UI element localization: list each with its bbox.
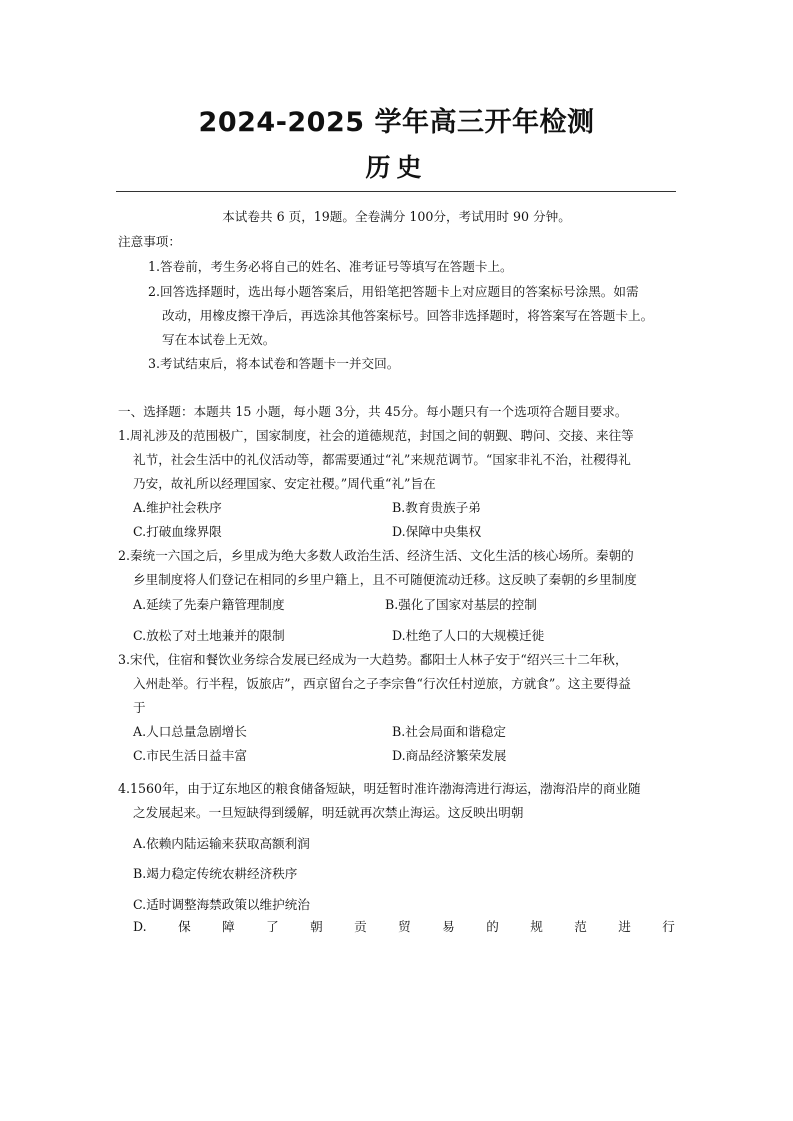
q2-stem-line-1: 2.秦统一六国之后，乡里成为绝大多数人政治生活、经济生活、文化生活的核心场所。秦朝的	[118, 548, 634, 563]
q3-option-d: D.商品经济繁荣发展	[392, 748, 507, 763]
notice-item-1: 1.答卷前，考生务必将自己的姓名、准考证号等填写在答题卡上。	[148, 259, 513, 274]
notice-item-3: 3.考试结束后，将本试卷和答题卡一并交回。	[148, 356, 400, 371]
notice-heading: 注意事项：	[118, 234, 181, 249]
q4-stem-line-1: 4.1560年，由于辽东地区的粮食储备短缺，明廷暂时准许渤海湾进行海运，渤海沿岸的商业随	[118, 781, 641, 796]
q1-stem-line-1: 1.周礼涉及的范围极广，国家制度，社会的道德规范，封国之间的朝觐、聘问、交接、来往等	[118, 428, 634, 443]
q3-option-c: C.市民生活日益丰富	[133, 748, 247, 763]
q3-option-a: A.人口总量急剧增长	[133, 724, 247, 739]
notice-item-2-line-3: 写在本试卷上无效。	[162, 332, 276, 347]
q4-option-d-char: 保	[178, 919, 191, 934]
q3-stem-line-1: 3.宋代，住宿和餐饮业务综合发展已经成为一大趋势。鄱阳士人林子安于“绍兴三十二年秋，	[118, 652, 628, 667]
q1-option-b: B.教育贵族子弟	[392, 500, 481, 515]
q1-option-c: C.打破血缘界限	[133, 524, 222, 539]
q1-stem-line-2: 礼节，社会生活中的礼仪活动等，都需要通过“礼”来规范调节。“国家非礼不治，社稷得礼	[133, 452, 631, 467]
q4-option-d-char: 的	[486, 919, 499, 934]
q4-option-d-char: 范	[574, 919, 587, 934]
q4-stem-line-2: 之发展起来。一旦短缺得到缓解，明廷就再次禁止海运。这反映出明朝	[133, 805, 524, 820]
q3-stem-line-3: 于	[133, 700, 146, 715]
exam-title: 2024-2025 学年高三开年检测	[198, 107, 595, 138]
notice-item-2-line-2: 改动，用橡皮擦干净后，再选涂其他答案标号。回答非选择题时，将答案写在答题卡上。	[162, 308, 654, 323]
q4-option-b: B.竭力稳定传统农耕经济秩序	[133, 866, 298, 881]
q4-option-d-char: D.	[133, 919, 147, 934]
section-heading: 一、选择题：本题共 15 小题，每小题 3分，共 45分。每小题只有一个选项符合题目要求。	[118, 404, 628, 419]
q4-option-d-char: 贡	[354, 919, 367, 934]
q1-option-a: A.维护社会秩序	[133, 500, 222, 515]
q4-option-d-char: 易	[442, 919, 455, 934]
q4-option-d-char: 规	[530, 919, 543, 934]
q4-option-d-char: 朝	[310, 919, 323, 934]
q4-option-d-char: 进	[618, 919, 631, 934]
q2-option-b: B.强化了国家对基层的控制	[385, 597, 537, 612]
q2-option-a: A.延续了先秦户籍管理制度	[133, 597, 285, 612]
q3-stem-line-2: 入州赴举。行半程，饭旅店”，西京留台之子李宗鲁“行次任村逆旅，方就食”。这主要得益	[133, 676, 631, 691]
q2-stem-line-2: 乡里制度将人们登记在相同的乡里户籍上，且不可随便流动迁移。这反映了秦朝的乡里制度	[133, 572, 637, 587]
q4-option-c: C.适时调整海禁政策以维护统治	[133, 897, 310, 912]
q2-option-c: C.放松了对土地兼并的限制	[133, 628, 285, 643]
exam-subject: 历史	[365, 153, 428, 182]
q4-option-d-char: 贸	[398, 919, 411, 934]
q4-option-a: A.依赖内陆运输来获取高额利润	[133, 836, 310, 851]
q1-option-d: D.保障中央集权	[392, 524, 482, 539]
header-divider	[116, 191, 676, 192]
q2-option-d: D.杜绝了人口的大规模迁徙	[392, 628, 545, 643]
q4-option-d-char: 障	[222, 919, 235, 934]
q4-option-d-char: 了	[266, 919, 279, 934]
q1-stem-line-3: 乃安，故礼所以经理国家、安定社稷。”周代重“礼”旨在	[133, 476, 436, 491]
q4-option-d-char: 行	[662, 919, 675, 934]
q4-option-d	[133, 919, 675, 935]
q3-option-b: B.社会局面和谐稳定	[392, 724, 507, 739]
exam-info: 本试卷共 6 页，19题。全卷满分 100分，考试用时 90 分钟。	[222, 209, 571, 224]
notice-item-2-line-1: 2.回答选择题时，选出每小题答案后，用铅笔把答题卡上对应题目的答案标号涂黑。如需	[148, 284, 639, 299]
